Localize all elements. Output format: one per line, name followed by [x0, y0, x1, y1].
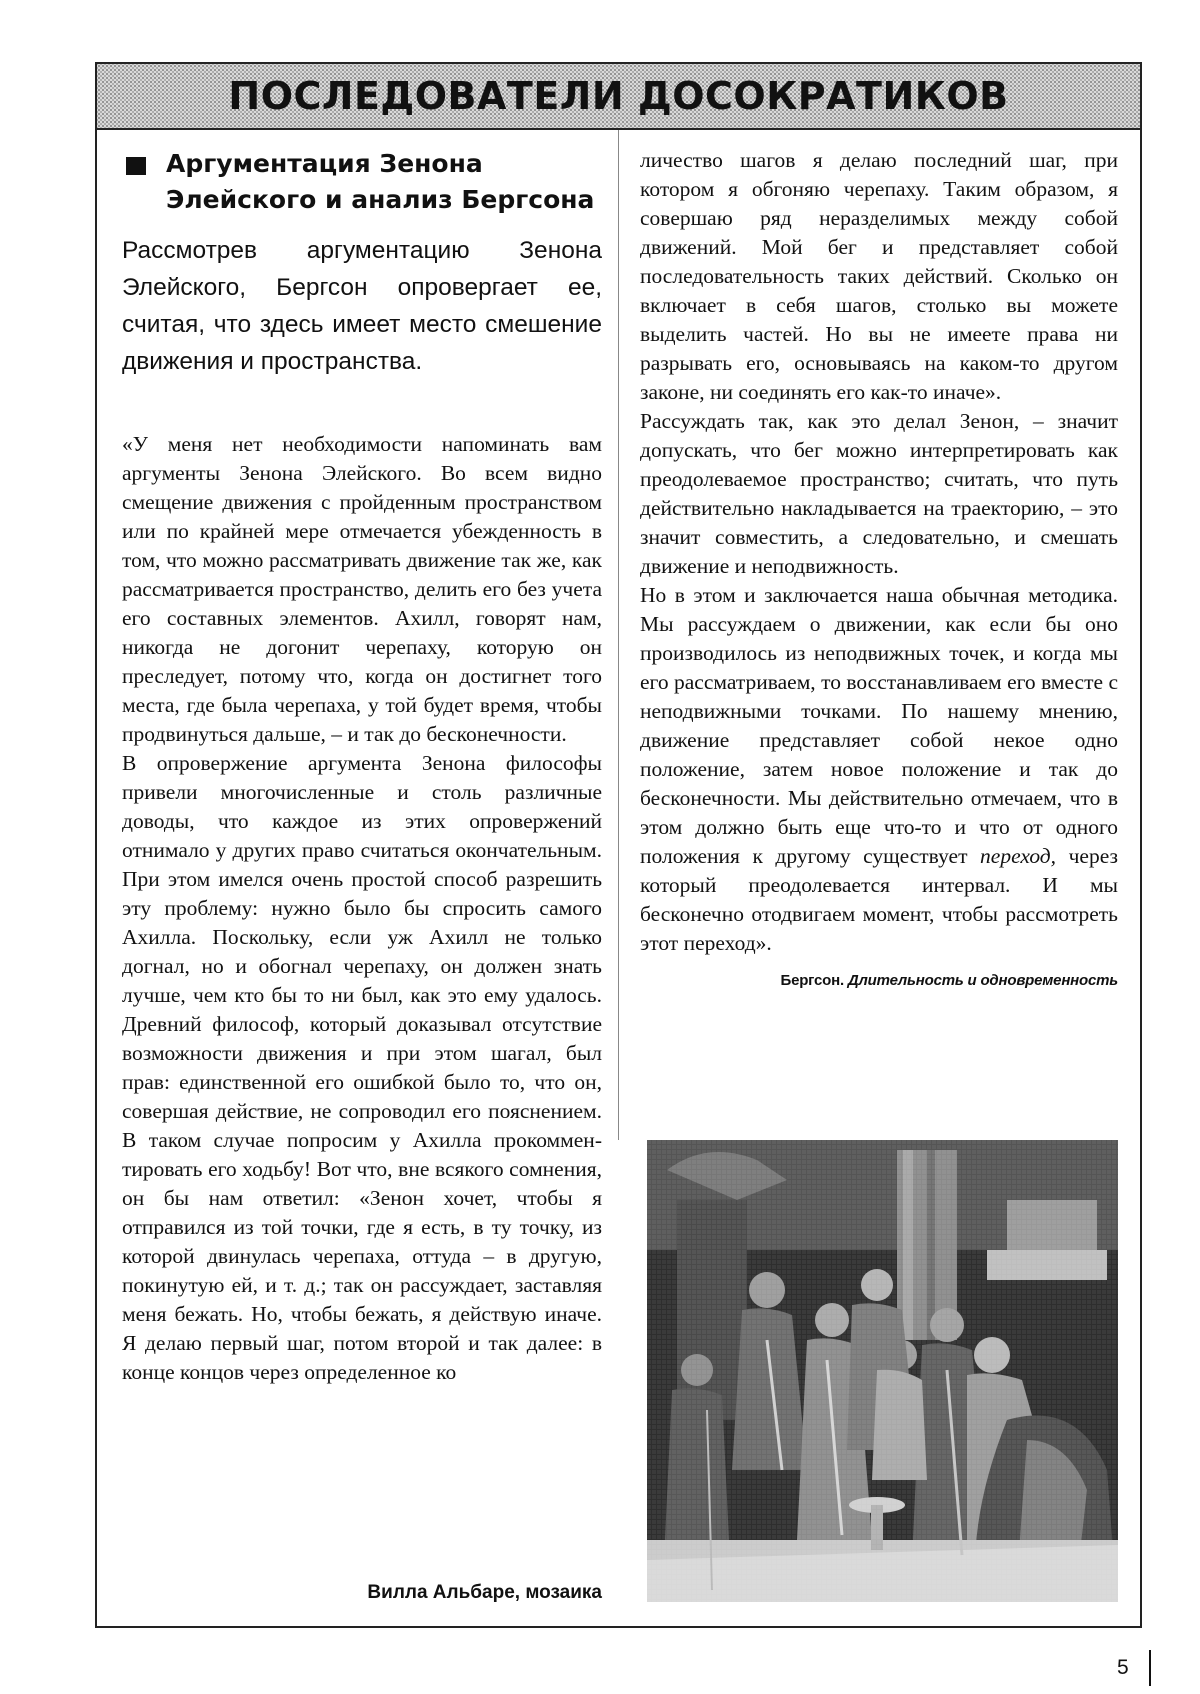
citation: [640, 972, 1118, 989]
section-heading-line2: Элейского и анализ Бергсона: [166, 185, 595, 214]
page-number-rule: [1149, 1650, 1151, 1686]
page-title: ПОСЛЕДОВАТЕЛИ ДОСОКРАТИКОВ: [228, 74, 1009, 118]
left-paragraph-2: В опровержение аргумента Зенона философы привели многочисленные и столь различные доводы, что каждое из этих опровержений отнимало у других право считаться окончательным. При этом имелся очень простой способ разрешить эту проблему: нужно было бы спросить самого Ахилла. Поскольку, если уж Ахилл не только догнал, но и обогнал черепаху, он должен знать лучше, чем кто бы то ни был, как это ему удалось. Древний философ, который доказывал отсутствие возможности движения и при этом шагал, был прав: единственной его ошибкой было то, что он, совершая действие, не сопроводил его пояснением. В таком случае попросим у Ахилла прокомментировать его ходьбу! Вот что, вне всякого сомнения, он бы нам ответил: «Зенон хочет, чтобы я отправился из той точки, где я есть, в ту точку, из которой двинулась черепаха, оттуда – в другую, покинутую ей, и т. д.; так он рассуждает, заставляя меня бежать. Но, чтобы бежать, я действую иначе. Я делаю первый шаг, потом второй и так далее: в конце концов через определенное ко: [122, 751, 602, 1384]
right-paragraph-1: личество шагов я делаю последний шаг, при котором я обгоняю черепаху. Таким образом, я совершаю ряд неразделимых между собой движений. Мой бег и представляет собой последовательность таких действий. Сколько он включает в себя шагов, столько вы можете выделить частей. Но вы не имеете права ни разрывать его, основываясь на каком-то другом законе, ни соединять его как-то иначе».: [640, 148, 1118, 404]
right-column: [640, 146, 1118, 989]
mosaic-illustration: [647, 1140, 1118, 1602]
section-header-banner: [97, 64, 1140, 130]
left-column: [122, 146, 602, 1387]
right-paragraph-2: Рассуждать так, как это делал Зенон, – значит допускать, что бег можно интерпретировать как преодолеваемое пространство; считать, что путь действительно накладывается на траекторию, – это значит совместить, а следовательно, и смешать движение и неподвижность.: [640, 409, 1118, 578]
mosaic-image: [647, 1140, 1118, 1602]
black-square-icon: [126, 157, 146, 175]
emphasis-term: переход,: [980, 844, 1057, 868]
image-caption: Вилла Альбаре, мозаика: [367, 1582, 602, 1603]
left-paragraph-1: «У меня нет необходимости напоминать вам аргументы Зенона Элейского. Во всем видно смещение движения с пройденным пространством или по крайней мере отмечается убежденность в том, что можно рассматривать движение так же, как рассматривается пространство, делить его без учета его составных элементов. Ахилл, говорят нам, никогда не догонит черепаху, которую он преследует, потому что, когда он достигнет того места, где была черепаха, у той будет время, чтобы продвинуться дальше, – и так до бесконечности.: [122, 432, 602, 746]
right-paragraph-3: [640, 581, 1118, 958]
lead-paragraph: Рассмотрев аргументацию Зенона Элейского, Бергсон опровергает ее, считая, что здесь имеет место смешение движения и пространства.: [122, 237, 602, 375]
right-paragraph-3-end: через который преодолевается интервал. И мы бесконечно отодвигаем момент, чтобы рассмотреть этот переход».: [640, 844, 1118, 955]
column-divider: [618, 130, 619, 1140]
section-heading: [122, 146, 602, 218]
section-heading-line1: Аргументация Зенона: [166, 149, 483, 178]
page-number: 5: [1117, 1656, 1129, 1679]
citation-author: Бергсон.: [780, 972, 848, 989]
citation-title: Длительность и одновременность: [847, 972, 1118, 989]
right-paragraph-3-text: Но в этом и заключается наша обычная методика. Мы рассуждаем о движении, как если бы оно производилось из неподвижных точек, и когда мы его рассматриваем, то восстанавливаем его вместе с неподвижными точками. По нашему мнению, движение представляет собой некое одно положение, затем новое положение и так до бесконечности. Мы действительно отмечаем, что в этом должно быть еще что-то и что от одного положения к другому существует: [640, 583, 1118, 868]
